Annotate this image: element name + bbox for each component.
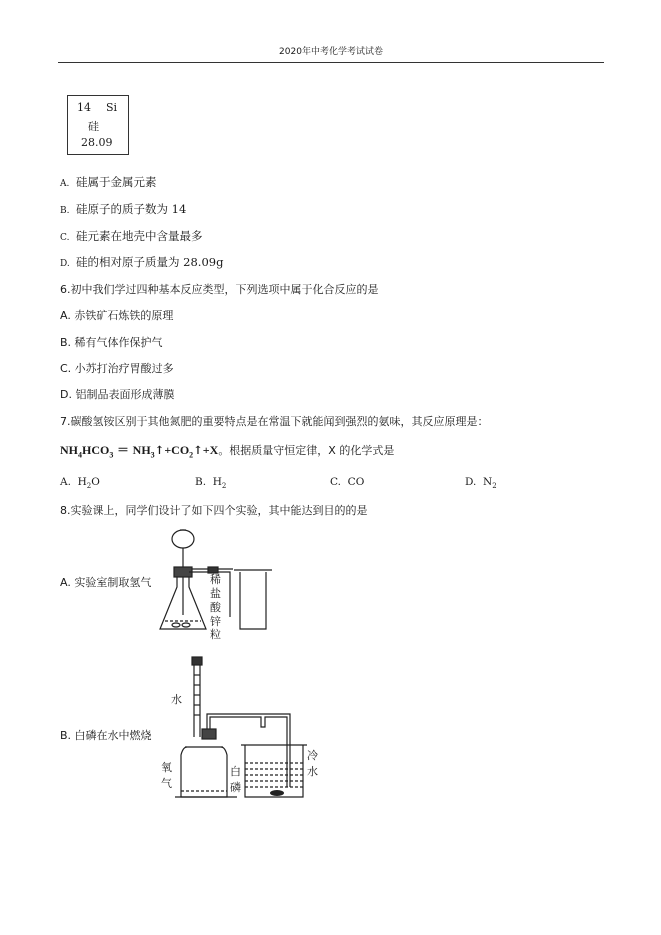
q7-equation-line xyxy=(60,441,394,459)
label-acid-1: 稀 xyxy=(210,573,221,586)
label-water: 水 xyxy=(171,693,182,706)
q6-option-c: C. 小苏打治疗胃酸过多 xyxy=(60,362,174,375)
q6-stem: 6.初中我们学过四种基本反应类型，下列选项中属于化合反应的是 xyxy=(60,283,379,296)
reactant-nh4hco3: $NH_4HCO_3$ xyxy=(60,443,114,460)
q5-option-b: B. 硅原子的质子数为 14 xyxy=(60,202,187,216)
q7-choice-a: A. $H_2O$ xyxy=(60,476,100,491)
product-nh3: $NH_3$ xyxy=(132,443,155,460)
q7-question: 。根据质量守恒定律，X 的化学式是 xyxy=(218,444,395,457)
q6-option-a: A. 赤铁矿石炼铁的原理 xyxy=(60,309,174,322)
product-x: +X xyxy=(202,443,219,457)
gas-arrow-icon: ↑ xyxy=(193,443,203,457)
atomic-mass: 28.09 xyxy=(81,136,113,149)
apparatus-a-diagram xyxy=(150,525,290,640)
q8-option-a-label: A. 实验室制取氢气 xyxy=(60,576,152,589)
q7-stem: 7.碳酸氢铵区别于其他氮肥的重要特点是在常温下就能闻到强烈的氨味，其反应原理是： xyxy=(60,415,489,428)
label-acid-2: 盐 xyxy=(210,587,221,600)
label-cold-water-1: 冷 xyxy=(307,749,318,762)
label-zinc-2: 粒 xyxy=(210,628,221,640)
q5-option-d: D. 硅的相对原子质量为 28.09g xyxy=(60,255,224,269)
q5-option-a: A. 硅属于金属元素 xyxy=(60,175,157,189)
label-oxygen-1: 氧 xyxy=(161,761,172,774)
apparatus-b-diagram xyxy=(155,655,340,803)
q8-stem: 8.实验课上，同学们设计了如下四个实验，其中能达到目的的是 xyxy=(60,504,368,517)
label-acid-3: 酸 xyxy=(210,601,221,614)
element-name: 硅 xyxy=(88,120,99,133)
q7-choice-c: C. CO xyxy=(330,476,365,488)
label-cold-water-2: 水 xyxy=(307,765,318,778)
q7-choice-d: D. $N_2$ xyxy=(465,476,497,491)
element-card-silicon xyxy=(67,95,129,155)
q6-option-b: B. 稀有气体作保护气 xyxy=(60,336,163,349)
q6-option-d: D. 铝制品表面形成薄膜 xyxy=(60,388,175,401)
label-phosphorus-1: 白 xyxy=(230,765,241,778)
atomic-number: 14 xyxy=(77,101,91,114)
page-header: 2020年中考化学考试试卷 xyxy=(58,44,604,63)
q5-option-c: C. 硅元素在地壳中含量最多 xyxy=(60,229,203,243)
q7-choice-b: B. $H_2$ xyxy=(195,476,227,491)
label-zinc-1: 锌 xyxy=(210,615,221,628)
label-phosphorus-2: 磷 xyxy=(230,781,241,794)
equals-sign: ＝ xyxy=(117,443,130,457)
q8-option-b-label: B. 白磷在水中燃烧 xyxy=(60,729,152,742)
gas-arrow-icon: ↑ xyxy=(154,443,165,457)
label-oxygen-2: 气 xyxy=(161,777,172,790)
product-co2: $+CO_2$ xyxy=(164,443,194,460)
element-symbol: Si xyxy=(106,101,118,114)
